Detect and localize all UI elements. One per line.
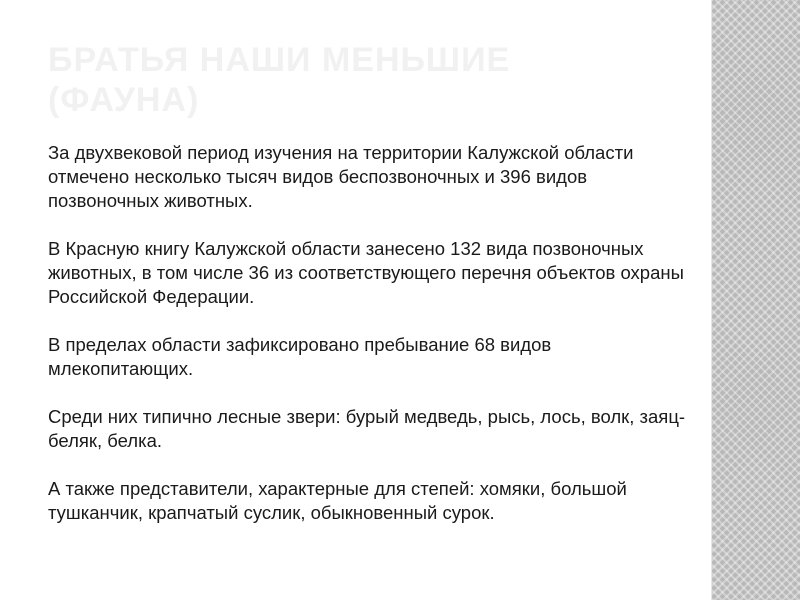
paragraph-forest-animals: Среди них типично лесные звери: бурый медведь, рысь, лось, волк, заяц-беляк, белка. [48,406,686,451]
slide-body [48,141,688,525]
paragraph-mammals: В пределах области зафиксировано пребывание 68 видов млекопитающих. [48,334,552,379]
decorative-side-band [711,0,800,600]
slide-title: БРАТЬЯ НАШИ МЕНЬШИЕ (ФАУНА) [48,41,511,119]
paragraph-steppe-animals: А также представители, характерные для степей: хомяки, большой тушканчик, крапчатый суслик, обыкновенный сурок. [48,478,627,523]
paragraph-red-book: В Красную книгу Калужской области занесено 132 вида позвоночных животных, в том числе 36 из соответствующего перечня объектов охраны Российской Федерации. [48,238,684,307]
paragraph-study-period: За двухвековой период изучения на территории Калужской области отмечено несколько тысяч видов беспозвоночных и 396 видов позвоночных животных. [48,142,634,211]
